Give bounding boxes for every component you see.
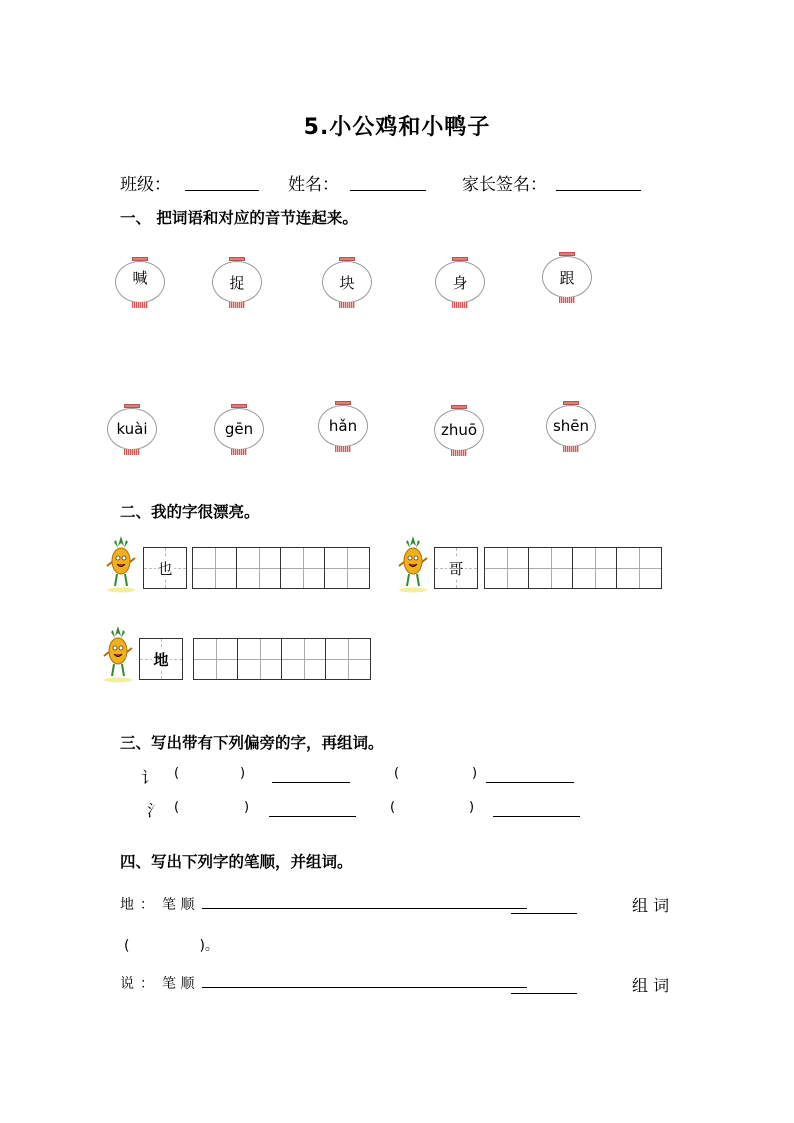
section2-heading: 二、我的字很漂亮。 xyxy=(120,503,260,521)
model-char: 也 xyxy=(157,559,173,578)
stroke-order-line-extension[interactable] xyxy=(511,913,577,914)
section1-heading: 一、 把词语和对应的音节连起来。 xyxy=(120,209,358,227)
char-lantern[interactable] xyxy=(435,257,485,309)
lantern-tassel-icon xyxy=(451,450,467,456)
lantern-pinyin: shēn xyxy=(552,417,590,435)
lantern-char: 跟 xyxy=(559,268,575,287)
name-field[interactable] xyxy=(350,172,426,191)
stroke-char: 地 xyxy=(120,897,134,913)
writing-grid[interactable] xyxy=(193,638,371,680)
paren-close: ) xyxy=(472,766,478,781)
stroke-order-label: 笔 顺 xyxy=(162,897,195,913)
parent-signature-field[interactable] xyxy=(556,172,641,191)
lantern-tassel-icon xyxy=(559,297,575,303)
lantern-char: 身 xyxy=(452,273,468,292)
page-title: 5.小公鸡和小鸭子 xyxy=(303,115,491,140)
pinyin-lantern[interactable] xyxy=(318,401,368,453)
word-line[interactable] xyxy=(486,782,574,783)
pineapple-mascot-icon xyxy=(104,534,138,594)
class-field-label: 班级： xyxy=(120,175,171,195)
section3-heading: 三、写出带有下列偏旁的字，再组词。 xyxy=(120,734,384,752)
model-char-box xyxy=(143,547,187,589)
pinyin-lantern[interactable] xyxy=(214,404,264,456)
char-lantern[interactable] xyxy=(212,257,262,309)
lantern-tassel-icon xyxy=(124,449,140,455)
lantern-tassel-icon xyxy=(339,302,355,308)
lantern-tassel-icon xyxy=(231,449,247,455)
pinyin-lantern[interactable] xyxy=(434,405,484,457)
char-lantern[interactable] xyxy=(542,252,592,304)
model-char-box xyxy=(434,547,478,589)
word-line[interactable] xyxy=(493,816,580,817)
writing-grid[interactable] xyxy=(192,547,370,589)
model-char: 地 xyxy=(153,650,169,669)
word-line[interactable] xyxy=(269,816,356,817)
lantern-char: 捉 xyxy=(229,273,245,292)
pinyin-lantern[interactable] xyxy=(546,401,596,453)
section4-heading: 四、写出下列字的笔顺，并组词。 xyxy=(120,853,353,871)
group-word-label: 组 词 xyxy=(632,896,670,915)
radical-label: 氵 xyxy=(147,801,164,820)
lantern-tassel-icon xyxy=(229,302,245,308)
paren-open: ( xyxy=(174,766,180,781)
lantern-pinyin: hǎn xyxy=(328,417,358,435)
lantern-pinyin: zhuō xyxy=(440,421,478,439)
group-word-label: 组 词 xyxy=(632,976,670,995)
writing-grid[interactable] xyxy=(484,547,662,589)
lantern-pinyin: kuài xyxy=(116,420,148,438)
paren-open: ( xyxy=(390,800,396,815)
stroke-char: 说 xyxy=(120,976,134,992)
class-field[interactable] xyxy=(185,172,259,191)
word-line[interactable] xyxy=(272,782,350,783)
lantern-tassel-icon xyxy=(335,446,351,452)
lantern-tassel-icon xyxy=(132,302,148,308)
model-char: 哥 xyxy=(448,559,464,578)
model-char-box xyxy=(139,638,183,680)
radical-label: 讠 xyxy=(141,768,158,787)
char-lantern[interactable] xyxy=(322,257,372,309)
lantern-tassel-icon xyxy=(452,302,468,308)
group-word-paren[interactable]: ( )。 xyxy=(124,938,219,954)
stroke-order-line[interactable] xyxy=(202,908,527,909)
parent-signature-label: 家长签名： xyxy=(462,175,547,195)
stroke-order-line-extension[interactable] xyxy=(511,993,577,994)
lantern-char: 块 xyxy=(339,273,355,292)
stroke-order-line[interactable] xyxy=(202,987,527,988)
paren-close: ) xyxy=(469,800,475,815)
stroke-order-label: 笔 顺 xyxy=(162,976,195,992)
pineapple-mascot-icon xyxy=(101,624,135,684)
paren-open: ( xyxy=(174,800,180,815)
name-field-label: 姓名： xyxy=(288,175,339,195)
pinyin-lantern[interactable] xyxy=(107,404,157,456)
lantern-char: 喊 xyxy=(132,268,148,287)
pineapple-mascot-icon xyxy=(396,534,430,594)
lantern-tassel-icon xyxy=(563,446,579,452)
colon: ： xyxy=(140,897,154,913)
paren-close: ) xyxy=(244,800,250,815)
paren-close: ) xyxy=(240,766,246,781)
colon: ： xyxy=(140,976,154,992)
paren-open: ( xyxy=(394,766,400,781)
char-lantern[interactable] xyxy=(115,257,165,309)
lantern-pinyin: gēn xyxy=(224,420,254,438)
